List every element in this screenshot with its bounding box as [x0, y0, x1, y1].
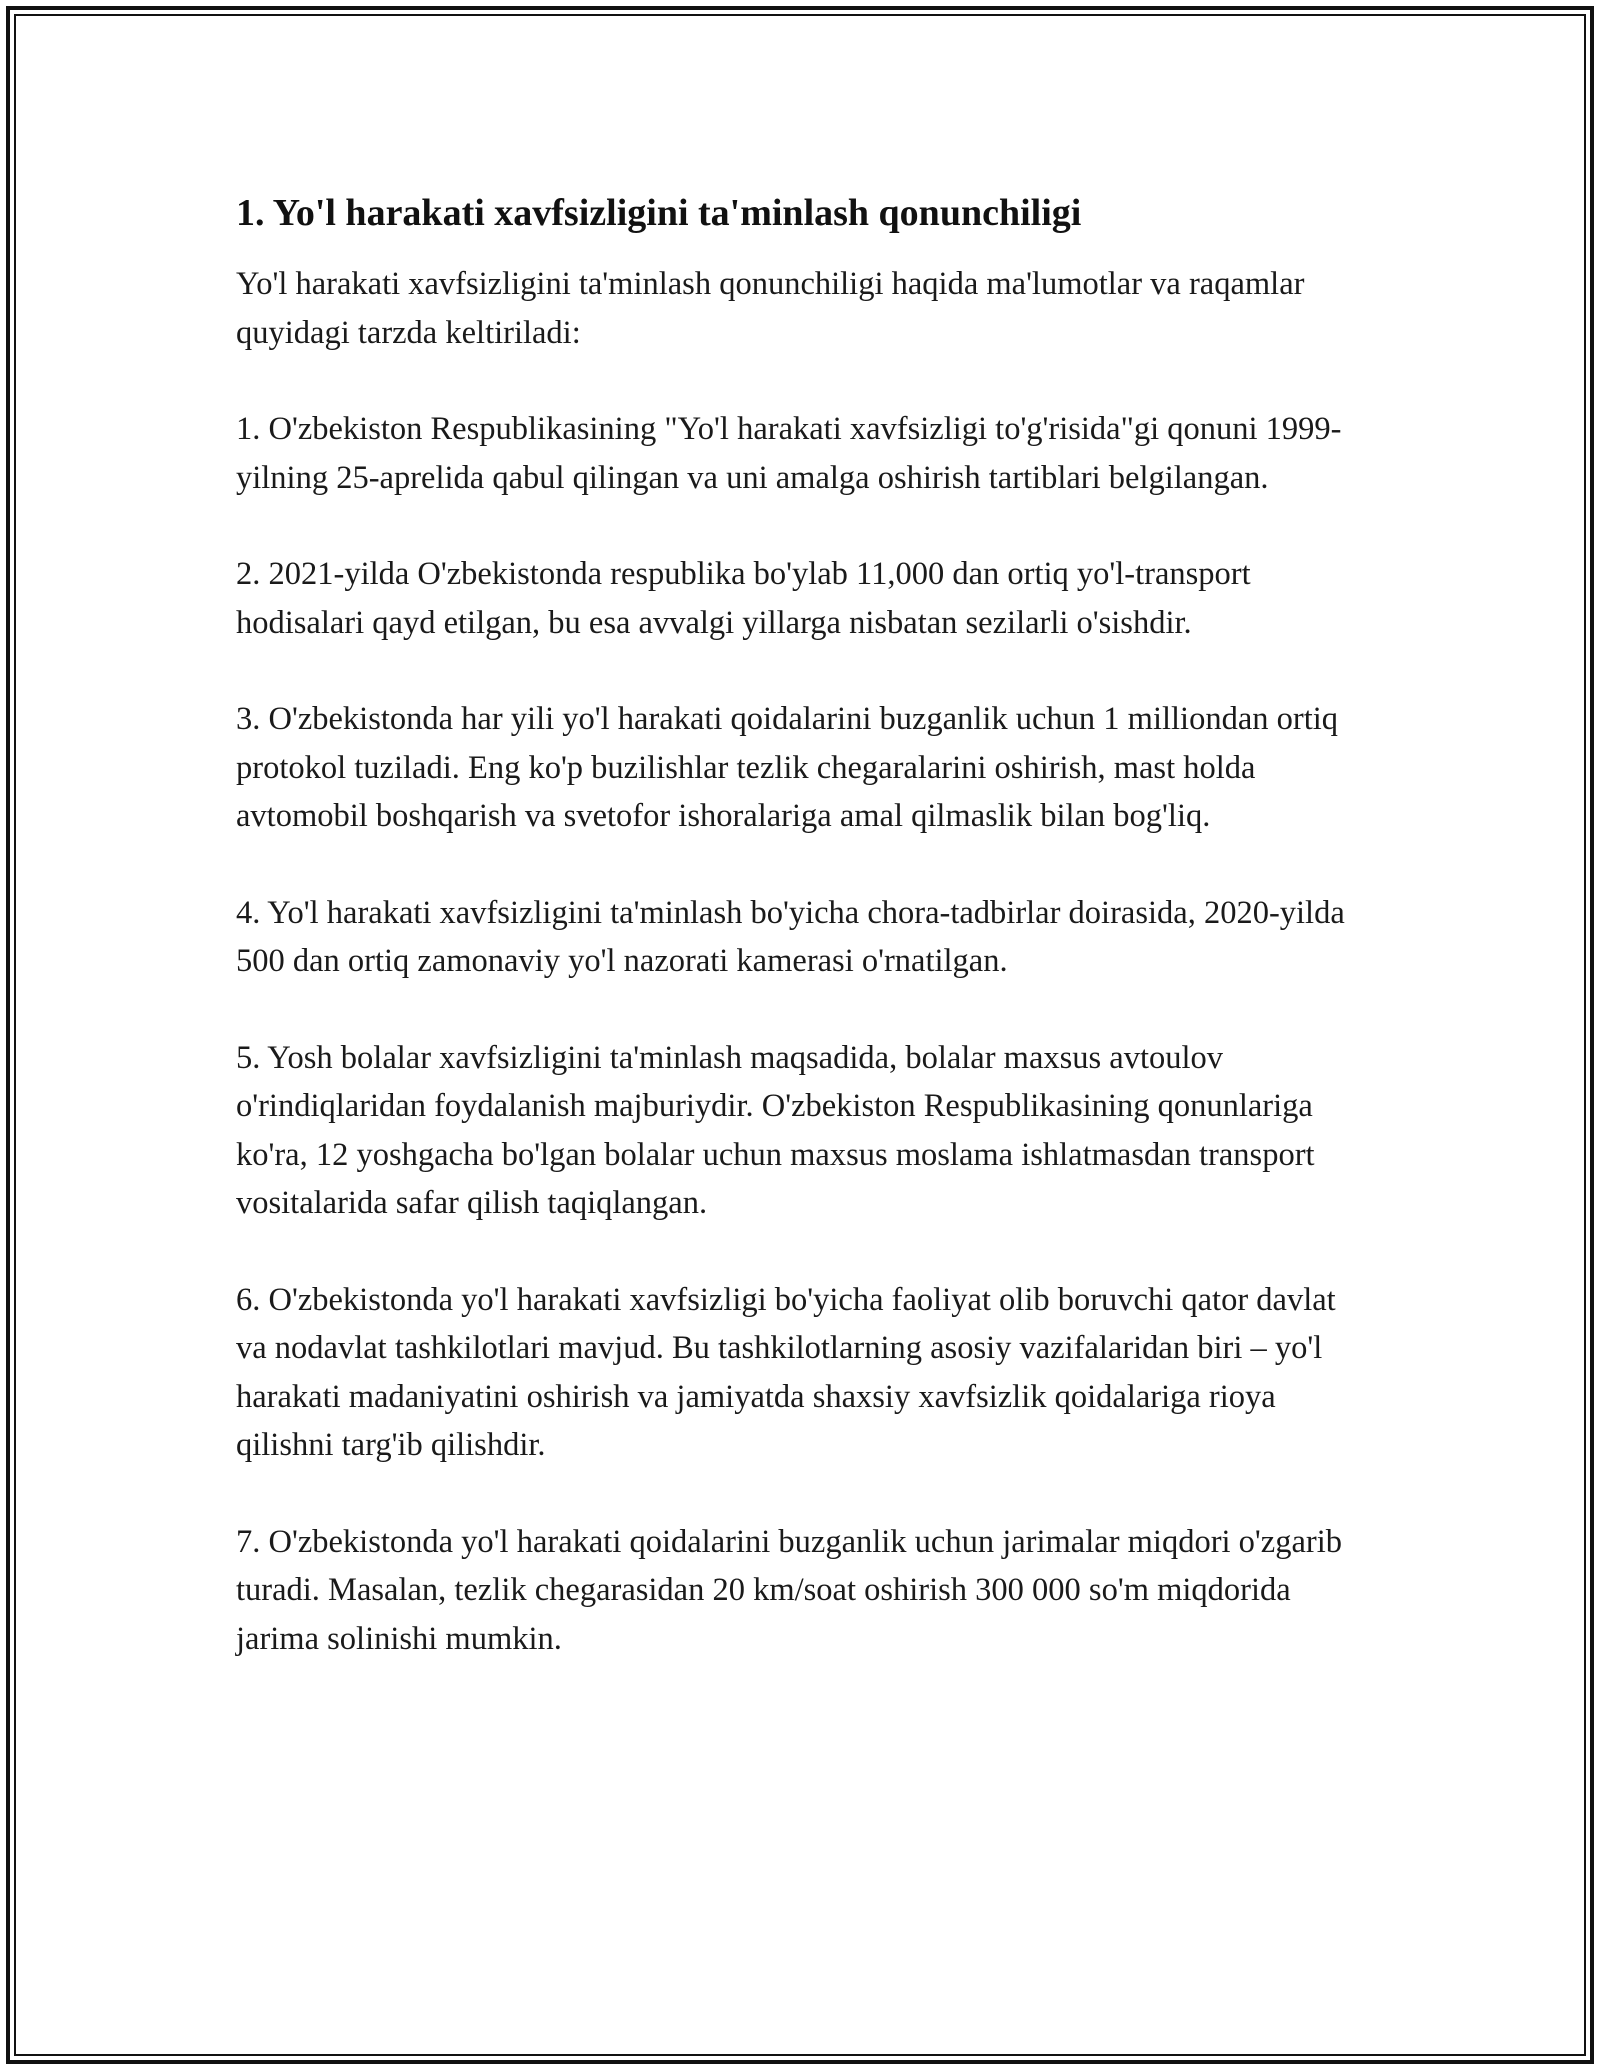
- list-item: 2. 2021-yilda O'zbekistonda respublika bo'ylab 11,000 dan ortiq yo'l-transport hodisalari qayd etilgan, bu esa avvalgi yillarga nisbatan sezilarli o'sishdir.: [236, 556, 1251, 641]
- list-item: 3. O'zbekistonda har yili yo'l harakati qoidalarini buzganlik uchun 1 milliondan ortiq protokol tuziladi. Eng ko'p buzilishlar tezlik chegaralarini oshirish, mast holda avtomobil boshqarish va svetofor ishoralariga amal qilmaslik bilan bog'liq.: [236, 701, 1339, 834]
- section-heading: 1. Yo'l harakati xavfsizligini ta'minlash qonunchiligi: [236, 192, 1082, 234]
- list-item: 6. O'zbekistonda yo'l harakati xavfsizligi bo'yicha faoliyat olib boruvchi qator davlat va nodavlat tashkilotlari mavjud. Bu tashkilotlarning asosiy vazifalaridan biri – yo'l harakati madaniyatini oshirish va jamiyatda shaxsiy xavfsizlik qoidalariga rioya qilishni targ'ib qilishdir.: [236, 1281, 1336, 1463]
- document-body: [236, 186, 1366, 1663]
- list-item: 5. Yosh bolalar xavfsizligini ta'minlash maqsadida, bolalar maxsus avtoulov o'rindiqlaridan foydalanish majburiydir. O'zbekiston Respublikasining qonunlariga ko'ra, 12 yoshgacha bo'lgan bolalar uchun maxsus moslama ishlatmasdan transport vositalarida safar qilish taqiqlangan.: [236, 1039, 1315, 1221]
- list-item: 1. O'zbekiston Respublikasining "Yo'l harakati xavfsizligi to'g'risida"gi qonuni 1999-yilning 25-aprelida qabul qilingan va uni amalga oshirish tartiblari belgilangan.: [236, 411, 1342, 496]
- intro-paragraph: Yo'l harakati xavfsizligini ta'minlash qonunchiligi haqida ma'lumotlar va raqamlar quyidagi tarzda keltiriladi:: [236, 266, 1305, 351]
- list-item: 4. Yo'l harakati xavfsizligini ta'minlash bo'yicha chora-tadbirlar doirasida, 2020-yilda 500 dan ortiq zamonaviy yo'l nazorati kamerasi o'rnatilgan.: [236, 894, 1345, 979]
- list-item: 7. O'zbekistonda yo'l harakati qoidalarini buzganlik uchun jarimalar miqdori o'zgarib turadi. Masalan, tezlik chegarasidan 20 km/soat oshirish 300 000 so'm miqdorida jarima solinishi mumkin.: [236, 1523, 1342, 1657]
